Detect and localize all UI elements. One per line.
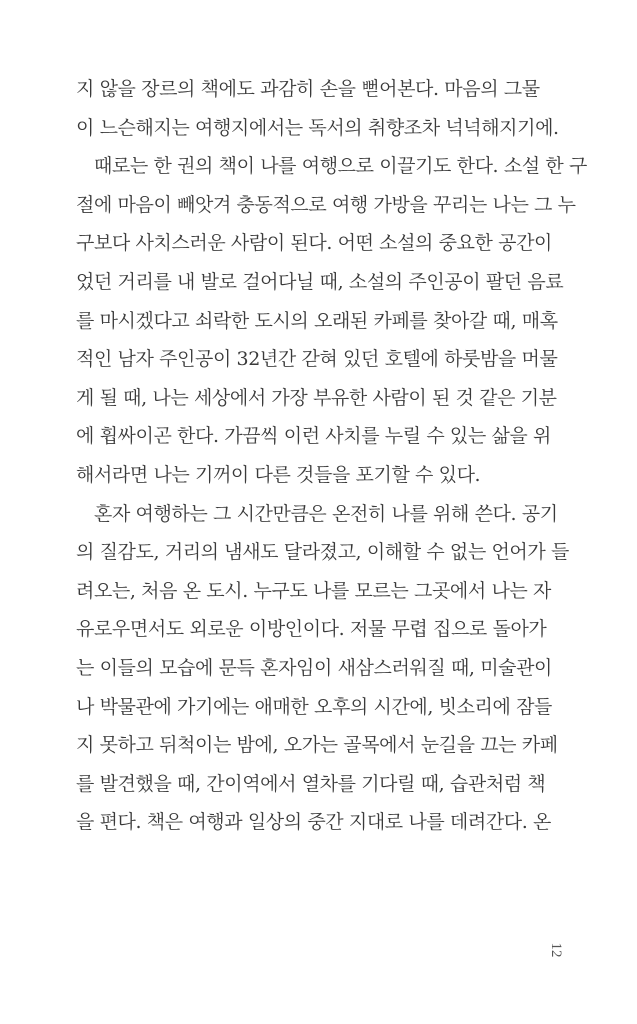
text-line: 려오는, 처음 온 도시. 누구도 나를 모르는 그곳에서 나는 자	[76, 579, 551, 602]
text-line: 나 박물관에 가기에는 애매한 오후의 시간에, 빗소리에 잠들	[76, 695, 553, 718]
text-line: 를 마시겠다고 쇠락한 도시의 오래된 카페를 찾아갈 때, 매혹	[76, 309, 558, 332]
text-line: 을 편다. 책은 여행과 일상의 중간 지대로 나를 데려간다. 온	[76, 811, 551, 834]
text-line: 의 질감도, 거리의 냄새도 달라졌고, 이해할 수 없는 언어가 들	[76, 541, 569, 564]
text-line: 해서라면 나는 기꺼이 다른 것들을 포기할 수 있다.	[76, 463, 481, 486]
text-line: 는 이들의 모습에 문득 혼자임이 새삼스러워질 때, 미술관이	[76, 656, 553, 679]
body-text	[76, 70, 587, 842]
paragraph-start-line: 때로는 한 권의 책이 나를 여행으로 이끌기도 한다. 소설 한 구	[94, 155, 587, 178]
text-line: 적인 남자 주인공이 32년간 갇혀 있던 호텔에 하룻밤을 머물	[76, 348, 558, 371]
text-line: 이 느슨해지는 여행지에서는 독서의 취향조차 넉넉해지기에.	[76, 116, 559, 139]
text-line: 에 휩싸이곤 한다. 가끔씩 이런 사치를 누릴 수 있는 삶을 위	[76, 425, 551, 448]
text-line: 유로우면서도 외로운 이방인이다. 저물 무렵 집으로 돌아가	[76, 618, 547, 641]
text-line: 구보다 사치스러운 사람이 된다. 어떤 소설의 중요한 공간이	[76, 232, 553, 255]
paragraph-start-line: 혼자 여행하는 그 시간만큼은 온전히 나를 위해 쓴다. 공기	[94, 502, 558, 525]
text-line: 를 발견했을 때, 간이역에서 열차를 기다릴 때, 습관처럼 책	[76, 772, 546, 795]
page-number: 12	[548, 942, 564, 958]
text-line: 지 못하고 뒤척이는 밤에, 오가는 골목에서 눈길을 끄는 카페	[76, 734, 558, 757]
text-line: 었던 거리를 내 발로 걸어다닐 때, 소설의 주인공이 팔던 음료	[76, 270, 564, 293]
text-line: 절에 마음이 빼앗겨 충동적으로 여행 가방을 꾸리는 나는 그 누	[76, 193, 576, 216]
text-line: 지 않을 장르의 책에도 과감히 손을 뻗어본다. 마음의 그물	[76, 78, 540, 100]
text-line: 게 될 때, 나는 세상에서 가장 부유한 사람이 된 것 같은 기분	[76, 386, 557, 409]
